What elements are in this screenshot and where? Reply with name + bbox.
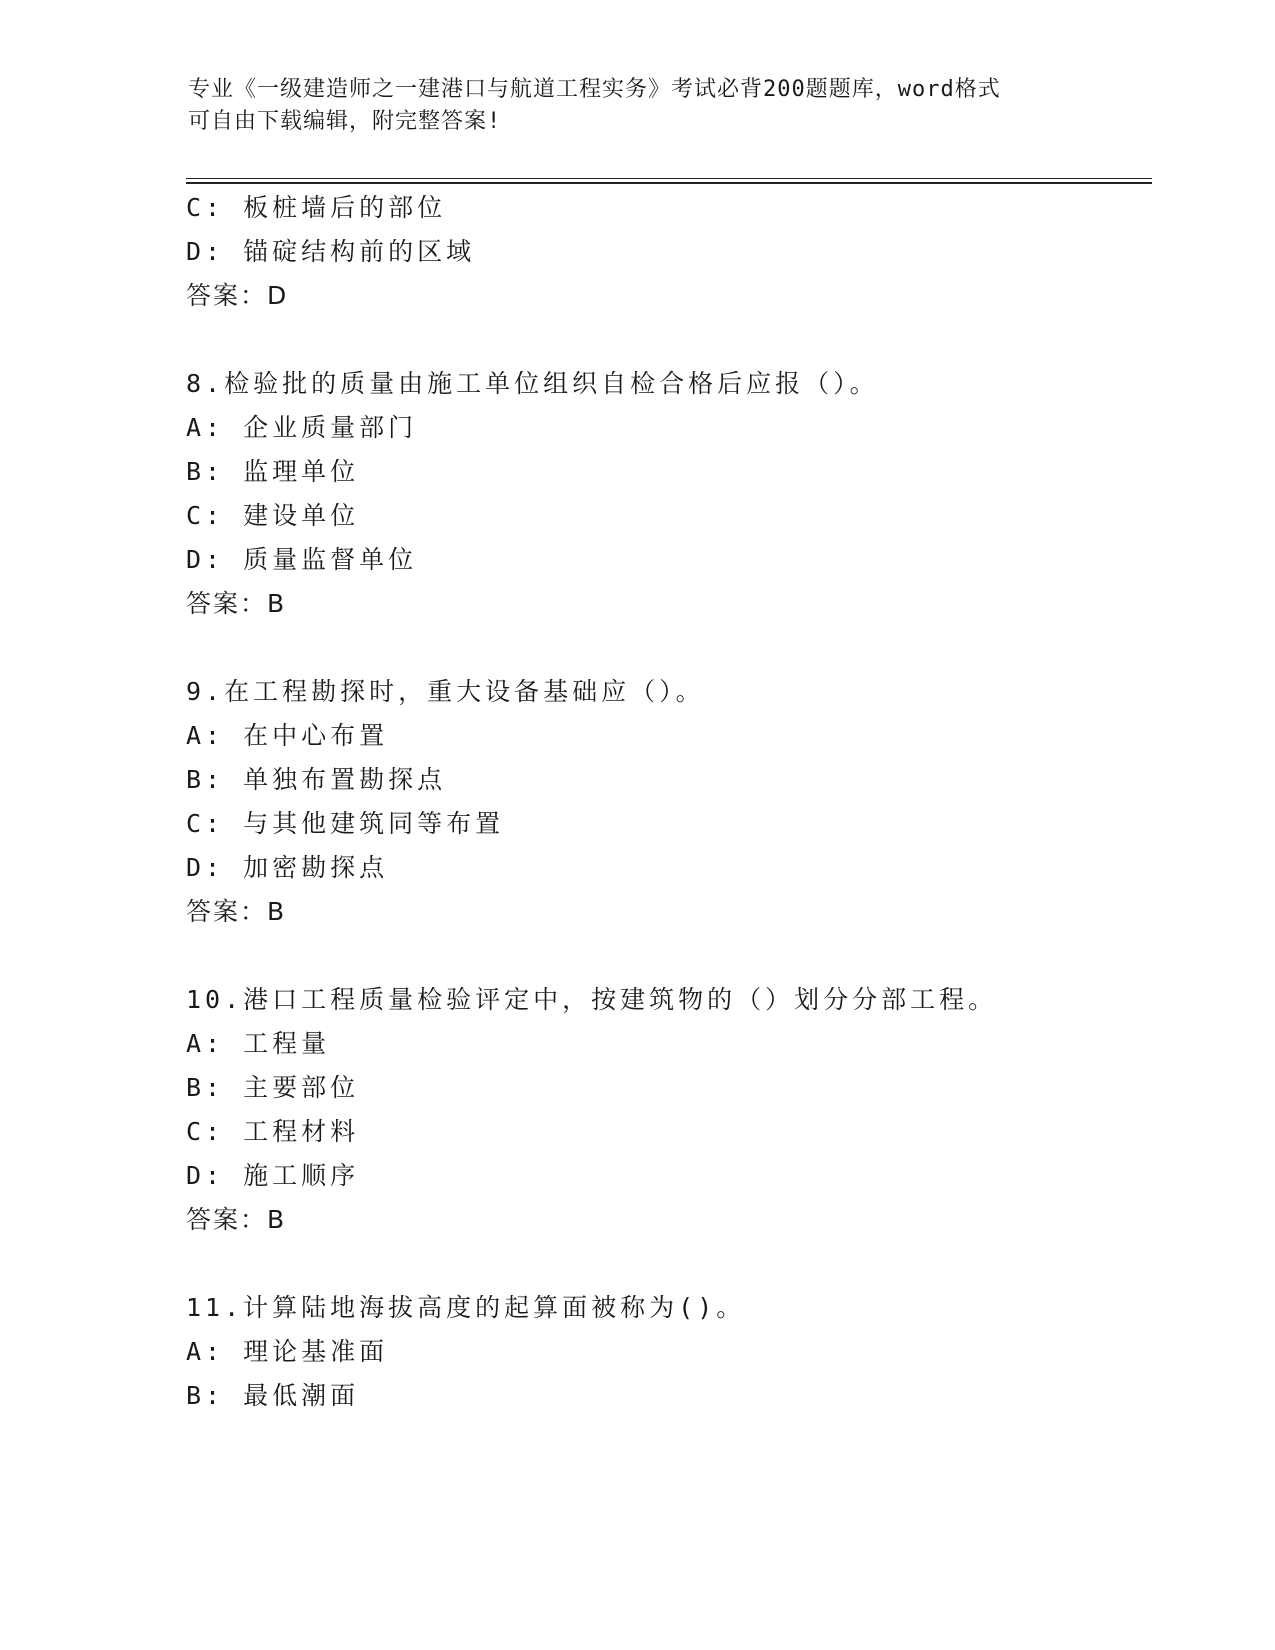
header-divider-thick xyxy=(186,182,1152,184)
answer-text: 答案：B xyxy=(186,897,287,926)
option-text: A: 工程量 xyxy=(186,1029,331,1058)
question-text: 10.港口工程质量检验评定中，按建筑物的（）划分分部工程。 xyxy=(186,985,998,1014)
option-text: B: 主要部位 xyxy=(186,1073,360,1102)
option-text: A: 企业质量部门 xyxy=(186,413,418,442)
option-text: B: 监理单位 xyxy=(186,457,360,486)
question-text: 8.检验批的质量由施工单位组织自检合格后应报（）。 xyxy=(186,369,879,398)
answer-text: 答案：B xyxy=(186,1205,287,1234)
option-text: A: 在中心布置 xyxy=(186,721,389,750)
option-text: C: 与其他建筑同等布置 xyxy=(186,809,505,838)
option-text: C: 建设单位 xyxy=(186,501,360,530)
option-text: C: 工程材料 xyxy=(186,1117,360,1146)
header-line-2: 可自由下载编辑，附完整答案! xyxy=(188,109,502,134)
option-text: D: 锚碇结构前的区域 xyxy=(186,237,476,266)
question-text: 11.计算陆地海拔高度的起算面被称为()。 xyxy=(186,1293,746,1322)
option-text: B: 单独布置勘探点 xyxy=(186,765,447,794)
answer-text: 答案：D xyxy=(186,281,289,310)
answer-text: 答案：B xyxy=(186,589,287,618)
document-header xyxy=(188,74,1088,138)
option-text: D: 施工顺序 xyxy=(186,1161,360,1190)
header-divider-thin xyxy=(186,178,1152,179)
option-text: D: 质量监督单位 xyxy=(186,545,418,574)
option-text: B: 最低潮面 xyxy=(186,1381,360,1410)
header-line-1: 专业《一级建造师之一建港口与航道工程实务》考试必背200题题库，word格式 xyxy=(188,77,1001,102)
option-text: A: 理论基准面 xyxy=(186,1337,389,1366)
option-text: C: 板桩墙后的部位 xyxy=(186,193,447,222)
option-text: D: 加密勘探点 xyxy=(186,853,389,882)
question-text: 9.在工程勘探时，重大设备基础应（）。 xyxy=(186,677,705,706)
